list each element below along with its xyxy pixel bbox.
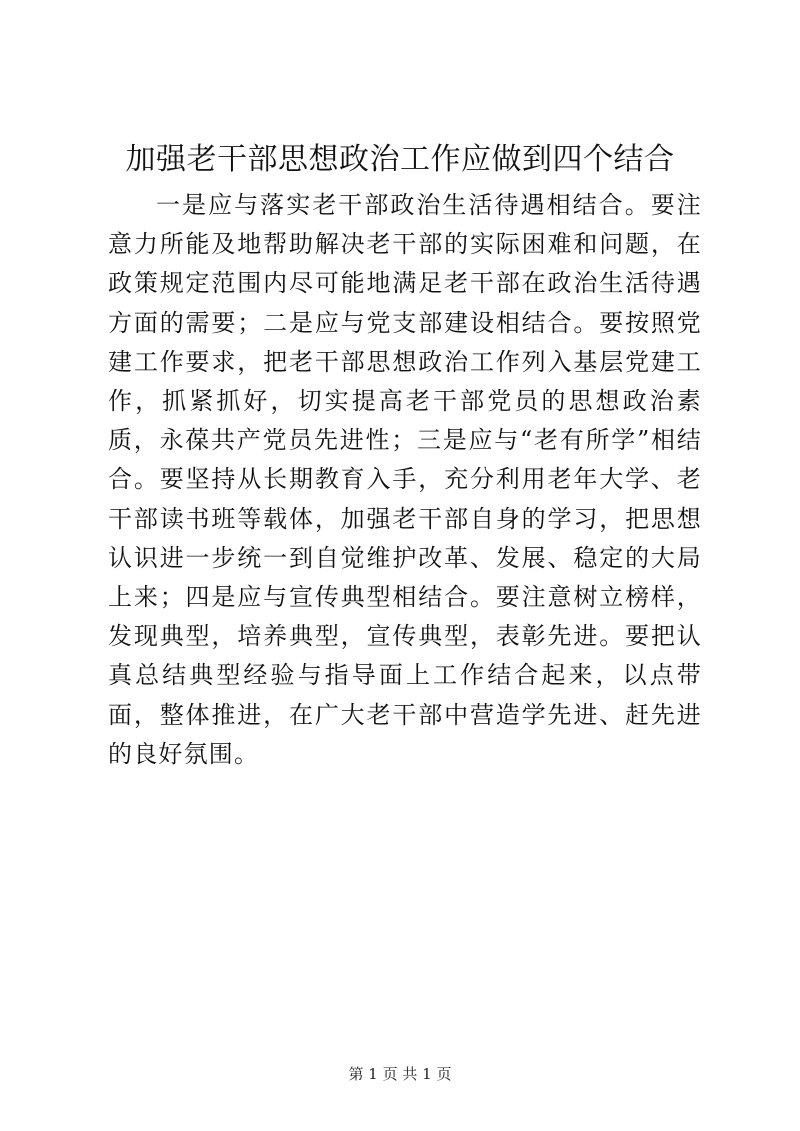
document-title: 加强老干部思想政治工作应做到四个结合 <box>125 142 675 177</box>
document-body-paragraph: 一是应与落实老干部政治生活待遇相结合。要注意力所能及地帮助解决老干部的实际困难和问题，在政策规定范围内尽可能地满足老干部在政治生活待遇方面的需要；二是应与党支部建设相结合。要按照党建工作要求，把老干部思想政治工作列入基层党建工作，抓紧抓好，切实提高老干部党员的思想政治素质，永葆共产党员先进性；三是应与“老有所学”相结合。要坚持从长期教育入手，充分利用老年大学、老干部读书班等载体，加强老干部自身的学习，把思想认识进一步统一到自觉维护改革、发展、稳定的大局上来；四是应与宣传典型相结合。要注意树立榜样，发现典型，培养典型，宣传典型，表彰先进。要把认真总结典型经验与指导面上工作结合起来，以点带面，整体推进，在广大老干部中营造学先进、赶先进的良好氛围。 <box>108 191 702 768</box>
page-number-footer: 第 1 页 共 1 页 <box>348 1065 452 1083</box>
